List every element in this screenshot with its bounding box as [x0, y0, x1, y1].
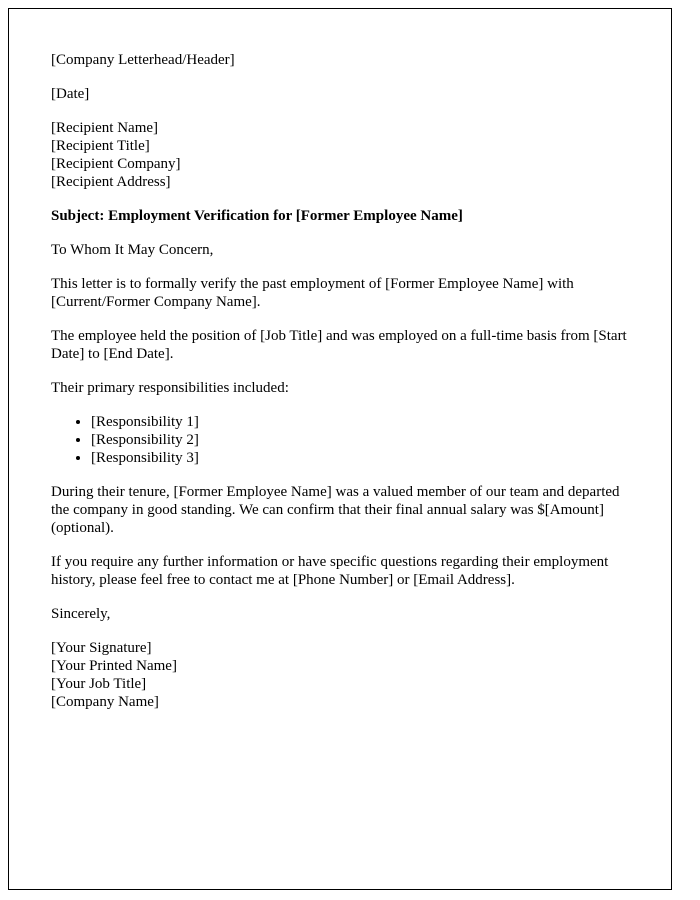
responsibilities-list [51, 413, 629, 467]
paragraph-tenure: During their tenure, [Former Employee Name] was a valued member of our team and departed the company in good standing. We can confirm that their final annual salary was $[Amount] (optional). [51, 484, 620, 536]
letter-page [8, 8, 672, 890]
recipient-company: [Recipient Company] [51, 156, 181, 172]
letter-content [9, 9, 671, 711]
paragraph-contact: If you require any further information or have specific questions regarding their employment history, please feel free to contact me at [Phone Number] or [Email Address]. [51, 554, 609, 588]
paragraph-verify: This letter is to formally verify the past employment of [Former Employee Name] with [Current/Former Company Name]. [51, 276, 574, 310]
subject-line: Subject: Employment Verification for [Former Employee Name] [51, 208, 463, 224]
recipient-block [51, 119, 629, 191]
paragraph-position: The employee held the position of [Job Title] and was employed on a full-time basis from [Start Date] to [End Date]. [51, 328, 627, 362]
company-letterhead: [Company Letterhead/Header] [51, 52, 235, 68]
recipient-title: [Recipient Title] [51, 138, 150, 154]
recipient-name: [Recipient Name] [51, 120, 159, 136]
job-title: [Your Job Title] [51, 676, 147, 692]
printed-name: [Your Printed Name] [51, 658, 177, 674]
company-name: [Company Name] [51, 694, 159, 710]
list-item: • [Responsibility 1] [91, 413, 629, 431]
signature-placeholder: [Your Signature] [51, 640, 152, 656]
list-item: • [Responsibility 3] [91, 449, 629, 467]
signature-block [51, 639, 629, 711]
closing: Sincerely, [51, 606, 111, 622]
date-line: [Date] [51, 86, 90, 102]
paragraph-responsibilities-intro: Their primary responsibilities included: [51, 380, 289, 396]
recipient-address: [Recipient Address] [51, 174, 171, 190]
list-item: • [Responsibility 2] [91, 431, 629, 449]
salutation: To Whom It May Concern, [51, 242, 214, 258]
